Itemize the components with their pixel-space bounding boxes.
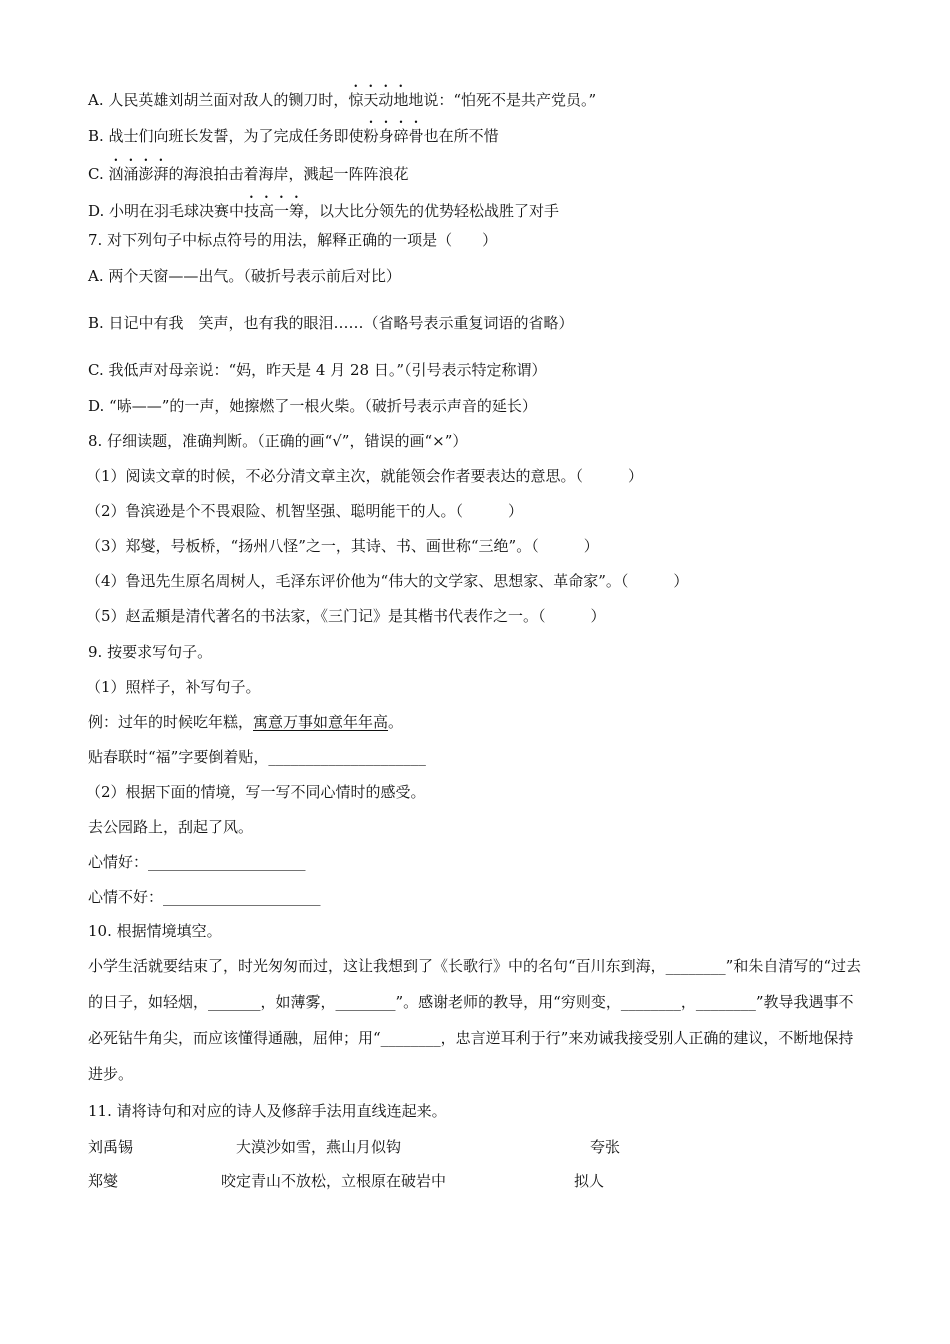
q6-c-emphasis: 汹涌澎湃: [108, 165, 169, 183]
q8-item-5: （5）赵孟頫是清代著名的书法家，《三门记》是其楷书代表作之一。（ ）: [86, 607, 606, 625]
q6-option-b: [88, 118, 499, 146]
q10-stem: 10. 根据情境填空。: [88, 922, 222, 940]
q9-stem: 9. 按要求写句子。: [88, 643, 213, 661]
q10-body: 小学生活就要结束了，时光匆匆而过，这让我想到了《长歌行》中的名句“百川东到海，________”和朱自清写的“过去的日子，如轻烟，_______，如薄雾，________”。感谢老师的教导，用“穷则变，________，________”教导我遇事不必死钻牛角尖，而应该懂得通融，屈伸；用“________，忠言逆耳利于行”来劝诫我接受别人正确的建议，不断地保持进步。: [88, 957, 862, 1083]
q7-option-c: C. 我低声对母亲说：“妈，昨天是 4 月 28 日。”（引号表示特定称谓）: [88, 361, 547, 379]
q8-item-4: （4）鲁迅先生原名周树人，毛泽东评价他为“伟大的文学家、思想家、革命家”。（ ）: [86, 572, 689, 590]
q11-stem: 11. 请将诗句和对应的诗人及修辞手法用直线连起来。: [88, 1102, 447, 1120]
q6-a-text-pre: A. 人民英雄刘胡兰面对敌人的铡刀时，: [88, 91, 349, 109]
q9-scene: 去公园路上，刮起了风。: [88, 818, 254, 836]
q6-option-d: [88, 193, 559, 221]
q9-fill-blank-1: 贴春联时“福”字要倒着贴，_____________________: [88, 748, 426, 766]
q6-d-text-pre: D. 小明在羽毛球决赛中: [88, 202, 245, 220]
q11-line-1: 大漠沙如雪，燕山月似钩: [236, 1138, 402, 1156]
q11-device-1: 夸张: [590, 1138, 621, 1156]
q9-sub1: （1）照样子，补写句子。: [86, 678, 261, 696]
q6-a-text-post: 地说：“怕死不是共产党员。”: [408, 91, 597, 109]
q9-bad-mood-blank: 心情不好：_____________________: [88, 888, 321, 906]
q9-example-pre: 例：过年的时候吃年糕，: [88, 713, 254, 731]
q6-b-text-post: 也在所不惜: [423, 127, 499, 145]
q6-c-text-post: 的海浪拍击着海岸，溅起一阵阵浪花: [168, 165, 409, 183]
q7-option-b: B. 日记中有我 笑声，也有我的眼泪……（省略号表示重复词语的省略）: [88, 314, 574, 332]
q7-stem: 7. 对下列句子中标点符号的用法，解释正确的一项是（ ）: [88, 231, 498, 249]
q11-line-2: 咬定青山不放松，立根原在破岩中: [221, 1172, 447, 1190]
q8-item-3: （3）郑燮，号板桥，“扬州八怪”之一，其诗、书、画世称“三绝”。（ ）: [86, 537, 599, 555]
q11-device-2: 拟人: [574, 1172, 605, 1190]
q11-poet-2: 郑燮: [88, 1172, 119, 1190]
q6-b-emphasis: 粉身碎骨: [363, 127, 424, 145]
q7-option-d: D. “哧——”的一声，她擦燃了一根火柴。（破折号表示声音的延长）: [88, 397, 537, 415]
q8-item-2: （2）鲁滨逊是个不畏艰险、机智坚强、聪明能干的人。（ ）: [86, 502, 524, 520]
q8-item-1: （1）阅读文章的时候，不必分清文章主次，就能领会作者要表达的意思。（ ）: [86, 467, 644, 485]
q8-stem: 8. 仔细读题，准确判断。（正确的画“√”，错误的画“×”）: [88, 432, 468, 450]
q9-example-underlined: 寓意万事如意年年高: [253, 713, 389, 731]
q6-c-text-pre: C.: [88, 165, 109, 183]
q6-option-a: [88, 82, 596, 110]
q6-option-c: [88, 156, 409, 184]
q9-example-post: 。: [388, 713, 404, 731]
q6-b-text-pre: B. 战士们向班长发誓，为了完成任务即使: [88, 127, 364, 145]
q9-good-mood-blank: 心情好：_____________________: [88, 853, 306, 871]
q9-sub2: （2）根据下面的情境，写一写不同心情时的感受。: [86, 783, 426, 801]
q6-d-text-post: ，以大比分领先的优势轻松战胜了对手: [304, 202, 560, 220]
q6-d-emphasis: 技高一筹: [244, 202, 305, 220]
q9-example: [88, 712, 403, 732]
q6-a-emphasis: 惊天动地: [348, 91, 409, 109]
q11-poet-1: 刘禹锡: [88, 1138, 134, 1156]
q7-option-a: A. 两个天窗——出气。（破折号表示前后对比）: [88, 267, 401, 285]
